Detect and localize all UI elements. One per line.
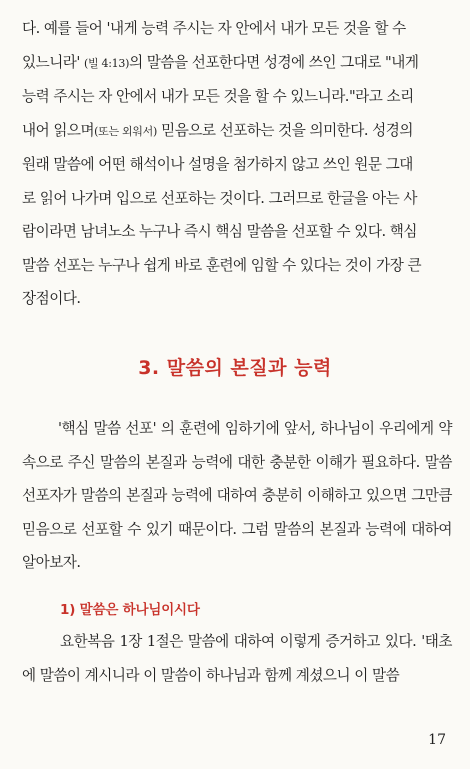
- text-line: 장점이다.: [22, 290, 81, 307]
- text-line: 람이라면 남녀노소 누구나 즉시 핵심 말씀을 선포할 수 있다. 핵심: [22, 223, 417, 240]
- text-line: 다. 예를 들어 '내게 능력 주시는 자 안에서 내가 모든 것을 할 수: [22, 20, 406, 37]
- text-segment: 믿음으로 선포하는 것을 의미한다. 성경의: [156, 121, 413, 139]
- text-segment: 있느니라': [22, 53, 85, 71]
- text-line: 능력 주시는 자 안에서 내가 모든 것을 할 수 있느니라."라고 소리: [22, 88, 414, 105]
- text-line: 로 읽어 나가며 입으로 선포하는 것이다. 그러므로 한글을 아는 사: [22, 189, 417, 207]
- verse-reference: (빌 4:13): [84, 56, 130, 70]
- parenthetical-note: (또는 외워서): [94, 124, 157, 138]
- text-line: 말씀 선포는 누구나 쉽게 바로 훈련에 임할 수 있다는 것이 가장 큰: [22, 256, 422, 274]
- intro-paragraph: [22, 12, 452, 316]
- text-line: [22, 114, 452, 149]
- text-segment: 내어 읽으며: [22, 121, 95, 139]
- page-number: 17: [428, 732, 446, 748]
- text-line: 원래 말씀에 어떤 해석이나 설명을 첨가하지 않고 쓰인 원문 그대: [22, 156, 413, 173]
- text-segment: 의 말씀을 선포한다면 성경에 쓰인 그대로 "내게: [129, 53, 419, 71]
- section-paragraph: '핵심 말씀 선포' 의 훈련에 임하기에 앞서, 하나님이 우리에게 약속으로 주신 말씀의 본질과 능력에 대한 충분한 이해가 필요하다. 말씀 선포자가 말씀의 본질과 능력에 대하여 충분히 이해하고 있으면 그만큼 믿음으로 선포할 수 있기 때문이다. 그럼 말씀의 본질과 능력에 대하여 알아보자.: [22, 420, 452, 571]
- text-line: [22, 46, 452, 81]
- sub-heading: 1) 말씀은 하나님이시다: [60, 602, 200, 618]
- section-title: 3. 말씀의 본질과 능력: [138, 357, 332, 379]
- body-paragraph: 요한복음 1장 1절은 말씀에 대하여 이렇게 증거하고 있다. '태초에 말씀이 계시니라 이 말씀이 하나님과 함께 계셨으니 이 말씀: [22, 633, 452, 684]
